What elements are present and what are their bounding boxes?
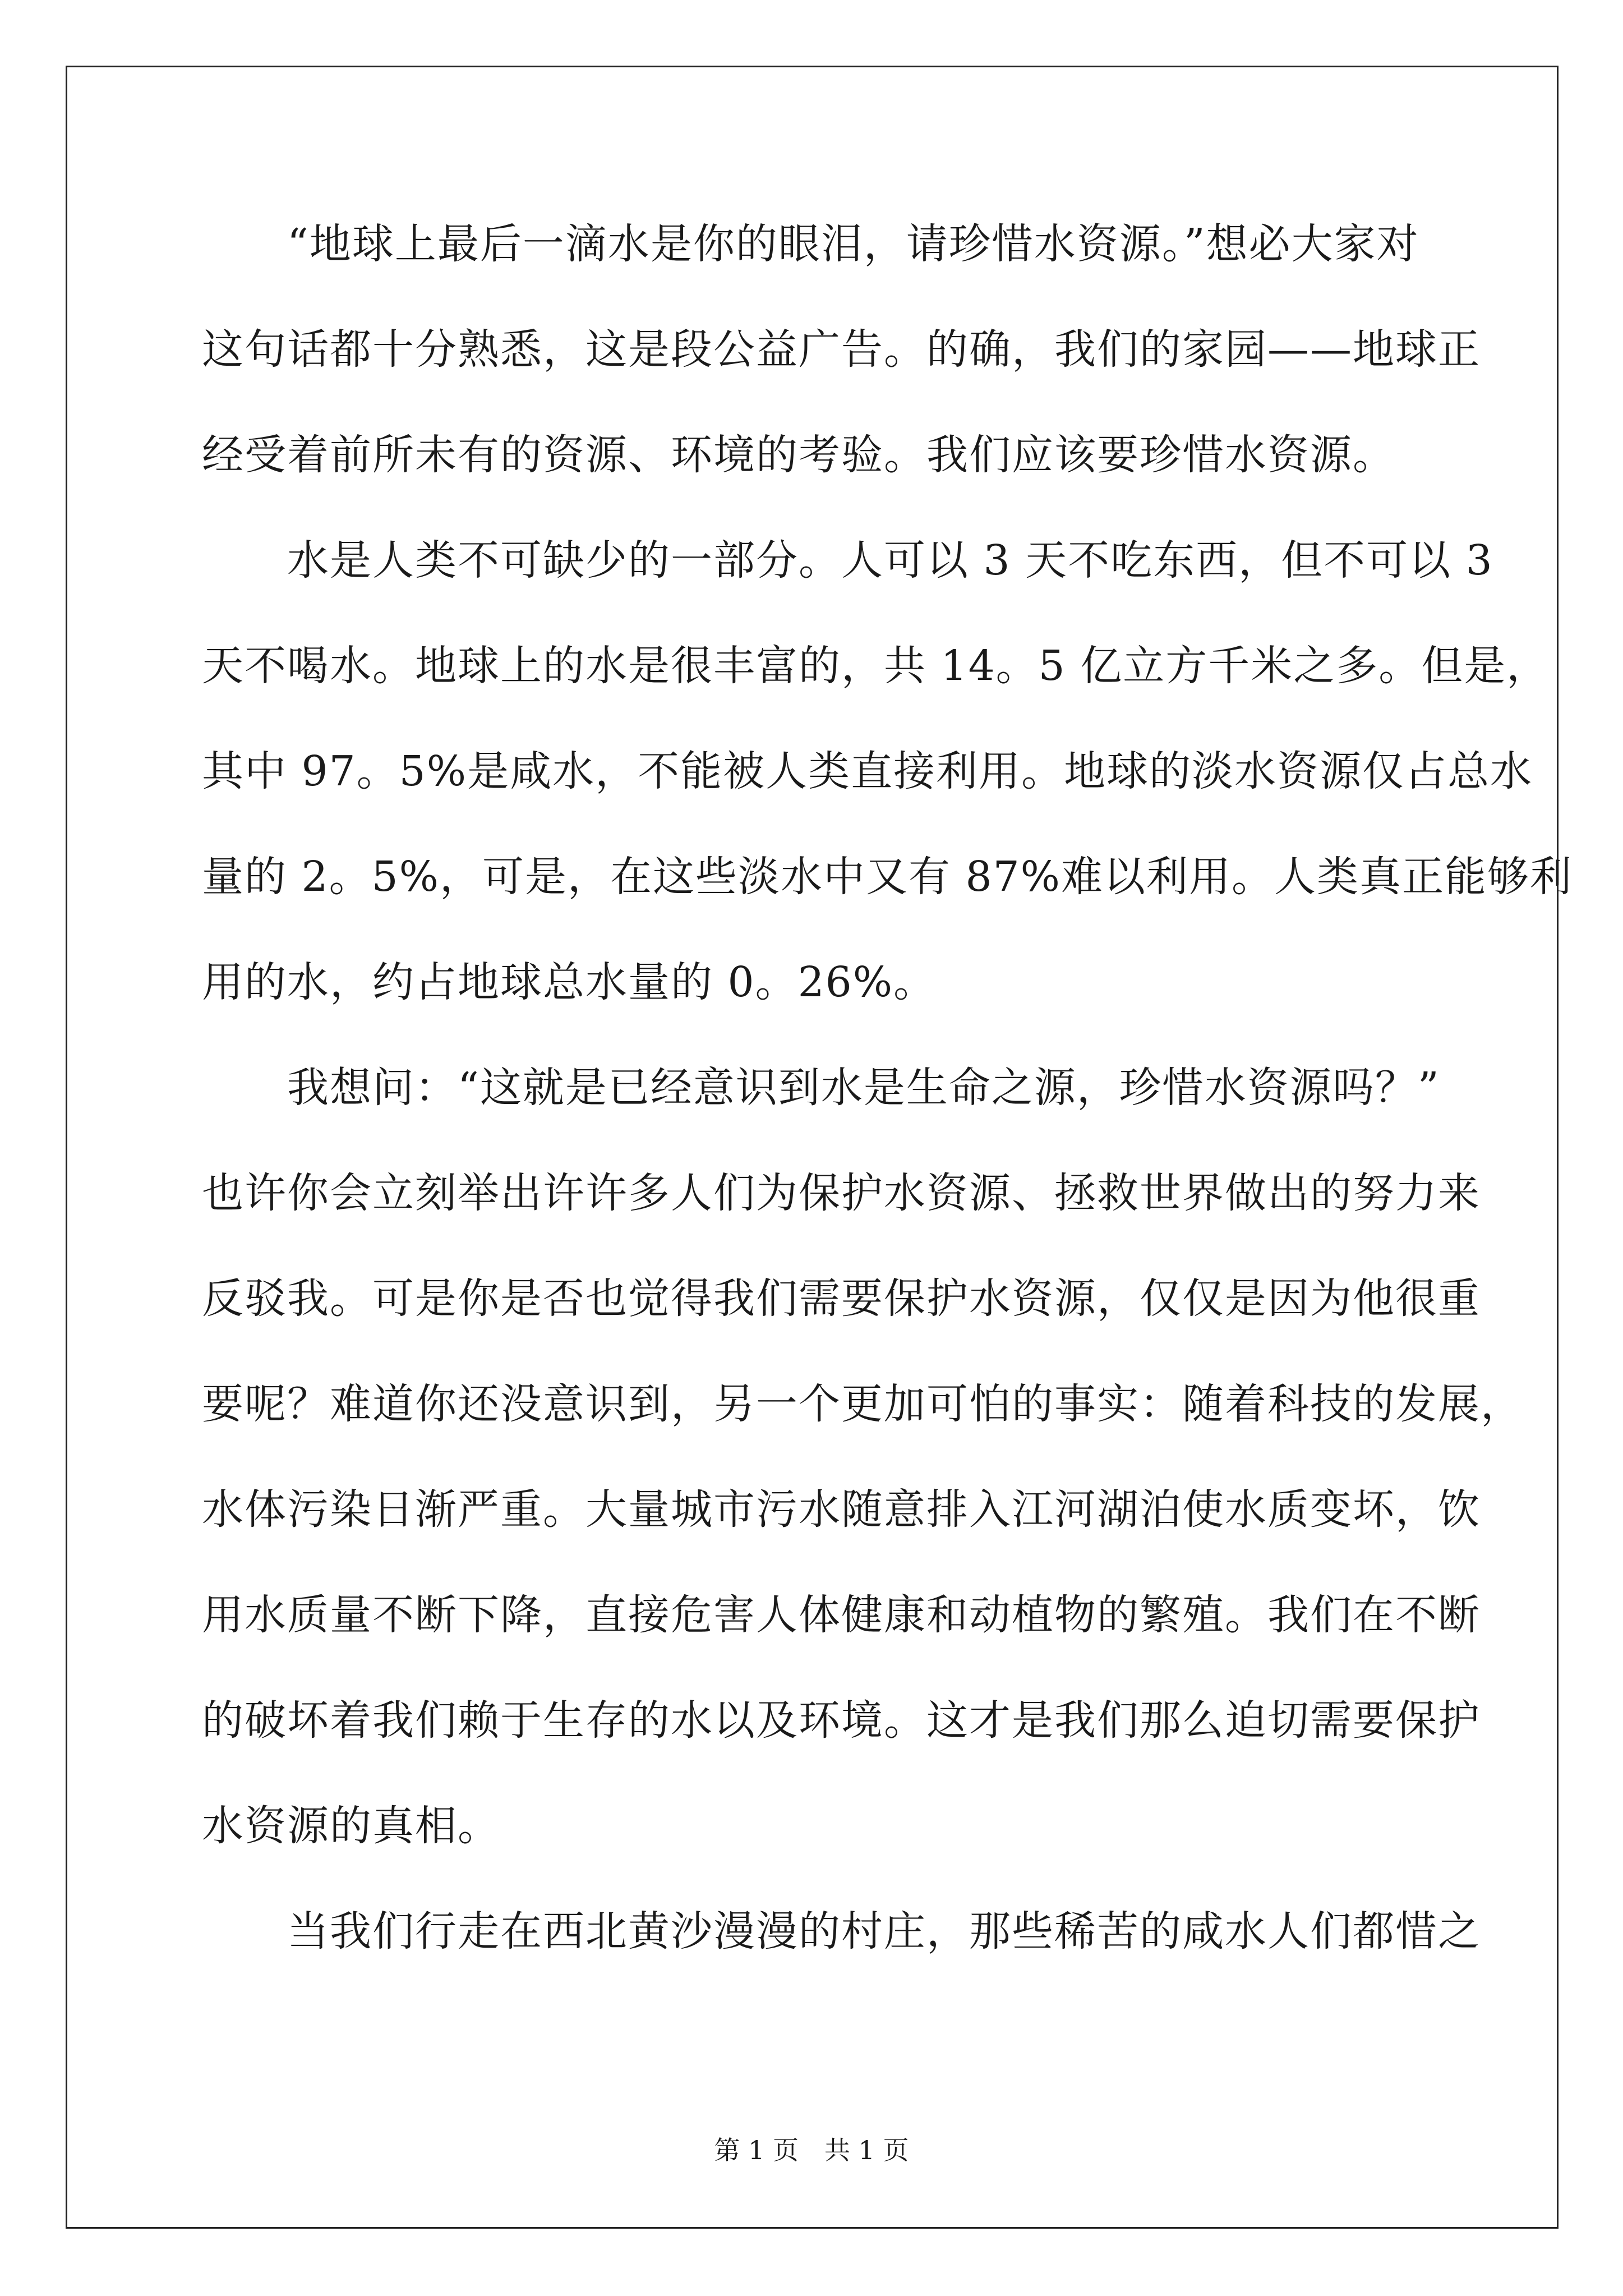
page-footer: 第 1 页 共 1 页 xyxy=(714,2135,909,2165)
text-line: 要呢？难道你还没意识到，另一个更加可怕的事实：随着科技的发展， xyxy=(202,1380,1523,1428)
text-line: 当我们行走在西北黄沙漫漫的村庄，那些稀苦的咸水人们都惜之 xyxy=(202,1907,1481,1955)
text-line: 水资源的真相。 xyxy=(202,1802,500,1850)
text-line: 的破坏着我们赖于生存的水以及环境。这才是我们那么迫切需要保护 xyxy=(202,1696,1481,1745)
text-line: 其中 97。5%是咸水，不能被人类直接利用。地球的淡水资源仅占总水 xyxy=(202,747,1533,795)
text-line: 量的 2。5%，可是，在这些淡水中又有 87%难以利用。人类真正能够利 xyxy=(202,853,1573,901)
text-line: 经受着前所未有的资源、环境的考验。我们应该要珍惜水资源。 xyxy=(202,431,1395,479)
text-line: 这句话都十分熟悉，这是段公益广告。的确，我们的家园——地球正 xyxy=(202,325,1481,374)
text-line: 天不喝水。地球上的水是很丰富的，共 14。5 亿立方千米之多。但是， xyxy=(202,642,1550,690)
text-line: 水体污染日渐严重。大量城市污水随意排入江河湖泊使水质变坏，饮 xyxy=(202,1485,1481,1534)
text-line: “地球上最后一滴水是你的眼泪，请珍惜水资源。”想必大家对 xyxy=(202,220,1419,268)
page-border xyxy=(66,66,1559,2229)
text-line: 用的水，约占地球总水量的 0。26%。 xyxy=(202,958,937,1006)
text-line: 反驳我。可是你是否也觉得我们需要保护水资源，仅仅是因为他很重 xyxy=(202,1274,1481,1323)
text-line: 用水质量不断下降，直接危害人体健康和动植物的繁殖。我们在不断 xyxy=(202,1591,1481,1639)
text-line: 水是人类不可缺少的一部分。人可以 3 天不吃东西，但不可以 3 xyxy=(202,536,1493,585)
text-line: 我想问：“这就是已经意识到水是生命之源，珍惜水资源吗？” xyxy=(202,1064,1440,1112)
text-line: 也许你会立刻举出许许多人们为保护水资源、拯救世界做出的努力来 xyxy=(202,1169,1481,1217)
